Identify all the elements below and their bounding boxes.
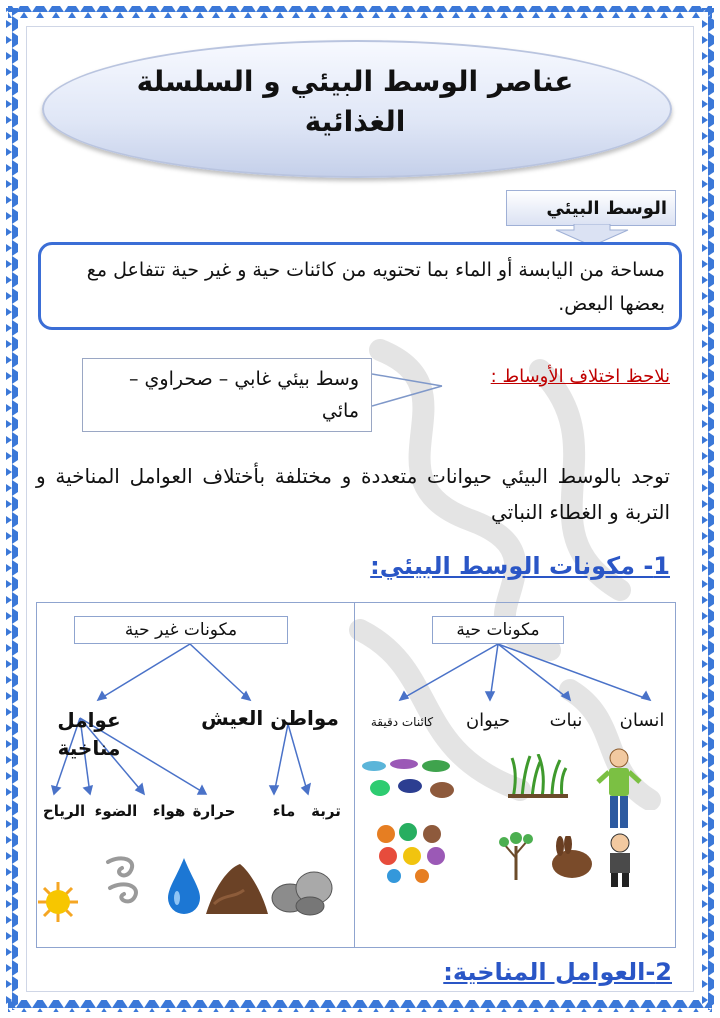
habitat-item-soil: تربة: [311, 802, 341, 820]
climate-item-heat: حرارة: [192, 802, 236, 820]
climate-item-wind: الرياح: [42, 802, 86, 820]
connector-lines: [372, 370, 444, 414]
section-label-environment: الوسط البيئي: [506, 190, 676, 226]
section-2-title: 2-العوامل المناخية:: [443, 958, 672, 986]
living-item-microbes: كائنات دقيقة: [370, 715, 434, 729]
table-divider: [354, 602, 355, 948]
definition-box: مساحة من اليابسة أو الماء بما تحتويه من كائنات حية و غير حية تتفاعل مع بعضها البعض.: [38, 242, 682, 330]
page-title: عناصر الوسط البيئي و السلسلة الغذائية: [136, 65, 574, 138]
grass-icon: [508, 754, 568, 798]
living-item-plant: نبات: [549, 710, 583, 731]
environments-examples: وسط بيئي غابي – صحراوي – مائي: [82, 358, 372, 432]
habitats-label: مواطن العيش: [201, 706, 339, 730]
wind-icon: [102, 850, 148, 910]
habitat-item-water: ماء: [272, 802, 296, 820]
person-icon: [596, 746, 642, 830]
rocks-icon: [270, 866, 336, 916]
observation-label: نلاحظ اختلاف الأوساط :: [490, 366, 670, 387]
climate-factors-label: عوامل مناخية: [57, 708, 121, 760]
nonliving-components-header: مكونات غير حية: [74, 616, 288, 644]
animals-icon: [374, 822, 450, 884]
living-branches: [380, 644, 670, 708]
living-item-animal: حيوان: [465, 710, 511, 731]
microbes-icon: [360, 756, 460, 802]
climate-item-light: الضوء: [94, 802, 138, 820]
living-item-human: انسان: [619, 710, 665, 731]
water-drop-icon: [166, 856, 202, 916]
living-components-header: مكونات حية: [432, 616, 564, 644]
intro-paragraph: توجد بالوسط البيئي حيوانات متعددة و مختلفة بأختلاف العوامل المناخية و التربة و الغطاء النباتي: [36, 464, 670, 524]
soil-icon: [204, 858, 270, 916]
sun-icon: [38, 880, 78, 924]
tree-icon: [496, 830, 536, 880]
boy-icon: [600, 832, 640, 888]
rabbit-icon: [548, 836, 596, 880]
climate-item-air: هواء: [152, 802, 186, 820]
section-1-title: 1- مكونات الوسط البيئي:: [370, 552, 670, 580]
